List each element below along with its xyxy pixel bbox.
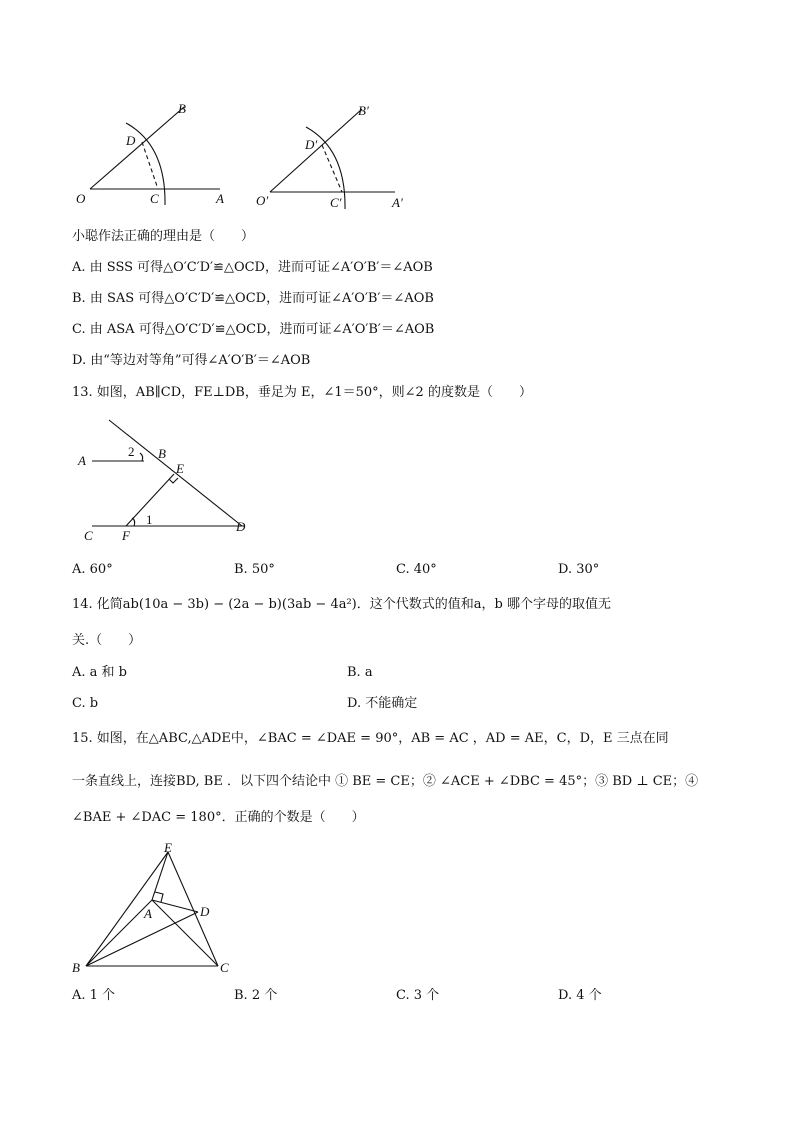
q13-option-a: A. 60° [72, 562, 113, 577]
label-D: D [126, 133, 136, 148]
q15-option-b: B. 2 个 [234, 988, 278, 1003]
label-1: 1 [146, 512, 153, 527]
label-E: E [164, 840, 172, 855]
label-B: B [178, 101, 186, 116]
q12-option-b: B. 由 SAS 可得△O′C′D′≌△OCD，进而可证∠A′O′B′＝∠AOB [72, 291, 434, 306]
q13-figure [74, 412, 264, 547]
label-O-prime: O′ [256, 193, 269, 208]
q14-option-c: C. b [72, 696, 99, 711]
q15-option-d: D. 4 个 [558, 988, 602, 1003]
label-F: F [122, 528, 130, 543]
q13-option-c: C. 40° [396, 562, 437, 577]
q12-option-a: A. 由 SSS 可得△O′C′D′≌△OCD，进而可证∠A′O′B′＝∠AOB [72, 260, 433, 275]
label-D-prime: D′ [305, 137, 318, 152]
q15-stem-line3: ∠BAE + ∠DAC = 180°．正确的个数是（ ） [72, 810, 365, 825]
label-C: C [220, 960, 229, 975]
q14-option-d: D. 不能确定 [347, 696, 418, 711]
q14-option-a: A. a 和 b [72, 665, 127, 680]
label-A: A [78, 453, 86, 468]
label-B: B [72, 960, 80, 975]
q12-figure-left [70, 95, 250, 215]
label-O: O [76, 191, 86, 206]
q13-option-b: B. 50° [234, 562, 275, 577]
label-A: A [144, 906, 152, 921]
q15-stem-line2: 一条直线上，连接BD, BE ．以下四个结论中 ① BE = CE；② ∠ACE + ∠DBC = 45°；③ BD ⊥ CE；④ [72, 774, 699, 789]
q15-option-a: A. 1 个 [72, 988, 116, 1003]
q15-stem-line1: 15. 如图，在△ABC,△ADE中，∠BAC = ∠DAE = 90°，AB = AC ，AD = AE，C，D，E 三点在同 [72, 731, 669, 746]
label-A: A [216, 191, 224, 206]
q12-option-c: C. 由 ASA 可得△O′C′D′≌△OCD，进而可证∠A′O′B′＝∠AOB [72, 322, 435, 337]
q12-stem: 小聪作法正确的理由是（ ） [72, 229, 255, 244]
label-D: D [200, 904, 210, 919]
label-C: C [150, 191, 159, 206]
q15-figure [70, 838, 245, 980]
label-C: C [84, 528, 93, 543]
label-D: D [236, 519, 246, 534]
label-C-prime: C′ [330, 195, 342, 210]
q14-stem-line2: 关.（ ） [72, 633, 142, 648]
q12-figure-right [250, 95, 420, 220]
q13-option-d: D. 30° [558, 562, 600, 577]
q15-option-c: C. 3 个 [396, 988, 440, 1003]
label-B-prime: B′ [358, 103, 369, 118]
label-2: 2 [128, 444, 135, 459]
q12-option-d: D. 由“等边对等角”可得∠A′O′B′＝∠AOB [72, 353, 311, 368]
q14-option-b: B. a [347, 665, 373, 680]
q13-stem: 13. 如图，AB∥CD，FE⊥DB，垂足为 E，∠1＝50°，则∠2 的度数是（ ） [72, 385, 532, 400]
label-A-prime: A′ [392, 195, 403, 210]
label-E: E [176, 461, 184, 476]
label-B: B [158, 446, 166, 461]
q14-stem-line1: 14. 化简ab(10a − 3b) − (2a − b)(3ab − 4a²)．这个代数式的值和a，b 哪个字母的取值无 [72, 597, 611, 612]
